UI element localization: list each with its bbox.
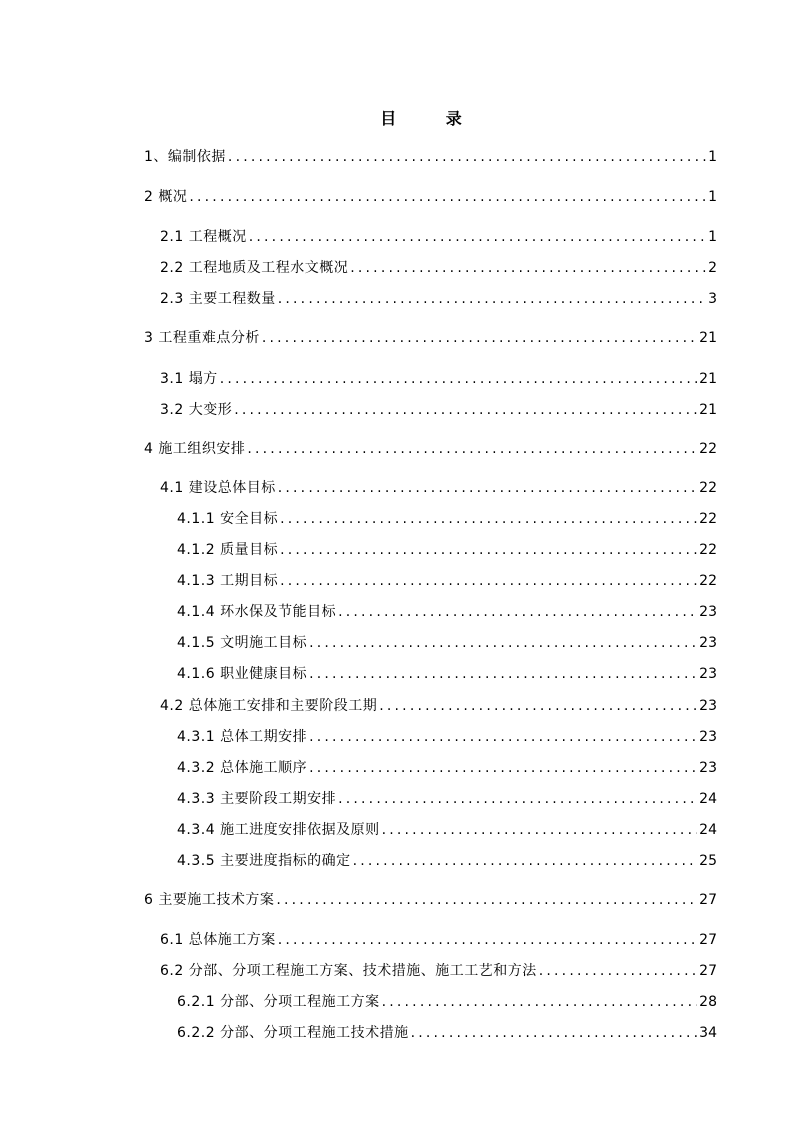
toc-page-number: 23 — [699, 635, 717, 651]
toc-page-number: 2 — [708, 260, 717, 276]
toc-page-number: 23 — [699, 698, 717, 714]
toc-page-number: 21 — [699, 330, 717, 346]
toc-page-number: 28 — [699, 994, 717, 1010]
toc-page-number: 21 — [699, 371, 717, 387]
dot-leader — [249, 228, 706, 246]
toc-page-number: 22 — [699, 542, 717, 558]
toc-page-number: 22 — [699, 441, 717, 457]
toc-page-number: 23 — [699, 760, 717, 776]
dot-leader — [382, 821, 698, 839]
toc-entry-label: 6.1 总体施工方案 — [160, 932, 276, 948]
toc-entry[interactable] — [177, 634, 717, 652]
toc-page-number: 1 — [708, 189, 717, 205]
dot-leader — [411, 1024, 698, 1042]
toc-entry-label: 2.1 工程概况 — [160, 229, 247, 245]
dot-leader — [220, 370, 697, 388]
toc-entry-label: 6 主要施工技术方案 — [144, 892, 275, 908]
toc-page-number: 27 — [699, 892, 717, 908]
toc-entry-label: 4 施工组织安排 — [144, 441, 246, 457]
toc-entry[interactable] — [177, 790, 717, 808]
toc-entry[interactable] — [177, 852, 717, 870]
toc-entry-label: 6.2 分部、分项工程施工方案、技术措施、施工工艺和方法 — [160, 963, 537, 979]
dot-leader — [379, 697, 697, 715]
toc-page-number: 22 — [699, 511, 717, 527]
toc-entry-label: 3.2 大变形 — [160, 402, 233, 418]
dot-leader — [280, 572, 697, 590]
toc-entry-label: 2.2 工程地质及工程水文概况 — [160, 260, 349, 276]
toc-page-number: 1 — [708, 229, 717, 245]
dot-leader — [280, 510, 697, 528]
toc-entry[interactable] — [160, 228, 717, 246]
dot-leader — [278, 931, 697, 949]
toc-page-number: 25 — [699, 853, 717, 869]
toc-entry[interactable] — [160, 370, 717, 388]
toc-page-number: 22 — [699, 573, 717, 589]
toc-page-number: 23 — [699, 729, 717, 745]
dot-leader — [234, 401, 697, 419]
dot-leader — [382, 993, 698, 1011]
toc-page-number: 24 — [699, 822, 717, 838]
toc-entry[interactable] — [177, 821, 717, 839]
toc-entry-label: 4.1.3 工期目标 — [177, 573, 279, 589]
toc-entry-label: 4.2 总体施工安排和主要阶段工期 — [160, 698, 378, 714]
toc-page-number: 21 — [699, 402, 717, 418]
toc-page-number: 27 — [699, 963, 717, 979]
toc-entry-label: 3.1 塌方 — [160, 371, 218, 387]
toc-entry-label: 2 概况 — [144, 189, 188, 205]
toc-entry-label: 4.1.5 文明施工目标 — [177, 635, 308, 651]
toc-entry[interactable] — [177, 603, 717, 621]
toc-entry-label: 4.1.4 环水保及节能目标 — [177, 604, 337, 620]
dot-leader — [338, 790, 697, 808]
toc-entry[interactable] — [177, 993, 717, 1011]
toc-entry-label: 4.3.2 总体施工顺序 — [177, 760, 308, 776]
toc-entry[interactable] — [177, 759, 717, 777]
toc-entry[interactable] — [144, 440, 717, 458]
toc-entry[interactable] — [160, 401, 717, 419]
toc-page-number: 3 — [708, 291, 717, 307]
toc-entry-label: 4.3.3 主要阶段工期安排 — [177, 791, 337, 807]
toc-entry[interactable] — [144, 329, 717, 347]
dot-leader — [309, 665, 697, 683]
dot-leader — [353, 852, 698, 870]
toc-entry[interactable] — [177, 541, 717, 559]
toc-entry[interactable] — [160, 479, 717, 497]
toc-page-number: 23 — [699, 604, 717, 620]
toc-page-number: 1 — [708, 149, 717, 165]
toc-entry-label: 4.3.5 主要进度指标的确定 — [177, 853, 351, 869]
toc-title: 目 录 — [380, 109, 484, 128]
toc-entry-label: 4.1.1 安全目标 — [177, 511, 279, 527]
dot-leader — [276, 891, 697, 909]
toc-entry[interactable] — [177, 665, 717, 683]
toc-page-number: 34 — [699, 1025, 717, 1041]
toc-entry[interactable] — [160, 697, 717, 715]
dot-leader — [350, 259, 706, 277]
toc-entry-label: 4.1.6 职业健康目标 — [177, 666, 308, 682]
dot-leader — [189, 188, 706, 206]
toc-page-number: 24 — [699, 791, 717, 807]
dot-leader — [228, 148, 706, 166]
toc-entry-label: 3 工程重难点分析 — [144, 330, 260, 346]
toc-entry-label: 4.1 建设总体目标 — [160, 480, 276, 496]
dot-leader — [539, 962, 697, 980]
toc-entry-label: 4.1.2 质量目标 — [177, 542, 279, 558]
dot-leader — [338, 603, 697, 621]
toc-entry[interactable] — [144, 188, 717, 206]
toc-entry[interactable] — [160, 962, 717, 980]
toc-entry[interactable] — [177, 1024, 717, 1042]
toc-entry-label: 2.3 主要工程数量 — [160, 291, 276, 307]
toc-entry[interactable] — [160, 931, 717, 949]
toc-entry[interactable] — [177, 728, 717, 746]
toc-entry[interactable] — [144, 891, 717, 909]
toc-entry-label: 1、编制依据 — [144, 149, 226, 165]
dot-leader — [262, 329, 697, 347]
dot-leader — [247, 440, 697, 458]
toc-entry[interactable] — [160, 259, 717, 277]
toc-page-number: 23 — [699, 666, 717, 682]
dot-leader — [309, 728, 697, 746]
toc-entry[interactable] — [177, 510, 717, 528]
toc-entry[interactable] — [144, 148, 717, 166]
toc-page-number: 27 — [699, 932, 717, 948]
dot-leader — [309, 634, 697, 652]
dot-leader — [278, 290, 706, 308]
toc-entry-label: 6.2.2 分部、分项工程施工技术措施 — [177, 1025, 409, 1041]
toc-entry[interactable] — [177, 572, 717, 590]
toc-entry-label: 6.2.1 分部、分项工程施工方案 — [177, 994, 380, 1010]
dot-leader — [278, 479, 697, 497]
toc-entry-label: 4.3.1 总体工期安排 — [177, 729, 308, 745]
dot-leader — [280, 541, 697, 559]
toc-entry[interactable] — [160, 290, 717, 308]
toc-entry-label: 4.3.4 施工进度安排依据及原则 — [177, 822, 380, 838]
dot-leader — [309, 759, 697, 777]
toc-page-number: 22 — [699, 480, 717, 496]
